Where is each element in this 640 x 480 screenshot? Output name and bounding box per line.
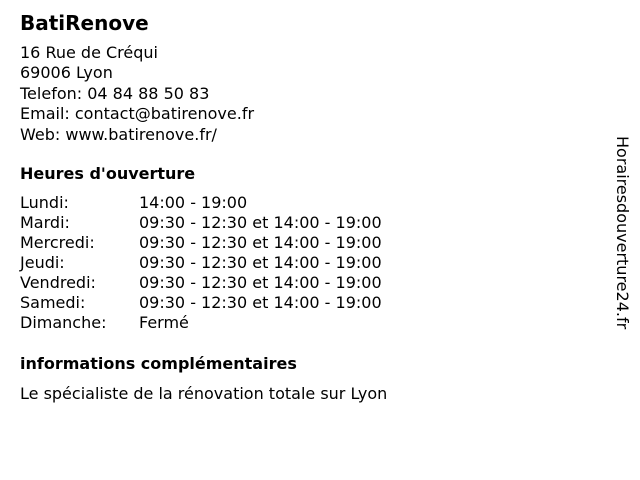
hours-row-mardi [20, 213, 382, 233]
hours-day: Mardi: [20, 213, 70, 232]
opening-hours-heading: Heures d'ouverture [20, 164, 196, 183]
hours-day: Lundi: [20, 193, 69, 212]
hours-row-samedi [20, 293, 382, 313]
address-street: 16 Rue de Créqui [20, 43, 158, 62]
opening-hours-table [20, 193, 382, 333]
hours-time: 09:30 - 12:30 et 14:00 - 19:00 [139, 273, 382, 292]
hours-time: 14:00 - 19:00 [139, 193, 248, 212]
hours-time: 09:30 - 12:30 et 14:00 - 19:00 [139, 253, 382, 272]
additional-info-text: Le spécialiste de la rénovation totale sur Lyon [20, 384, 388, 403]
hours-day: Mercredi: [20, 233, 95, 252]
contact-block [20, 43, 254, 145]
phone-line: Telefon: 04 84 88 50 83 [20, 83, 210, 103]
hours-time: 09:30 - 12:30 et 14:00 - 19:00 [139, 213, 382, 232]
hours-time: 09:30 - 12:30 et 14:00 - 19:00 [139, 233, 382, 252]
hours-row-jeudi [20, 253, 382, 273]
web-line: Web: www.batirenove.fr/ [20, 124, 217, 144]
hours-row-dimanche [20, 313, 382, 333]
hours-day: Jeudi: [20, 253, 65, 272]
hours-day: Vendredi: [20, 273, 96, 292]
hours-row-vendredi [20, 273, 382, 293]
email-line: Email: contact@batirenove.fr [20, 104, 255, 124]
hours-time: Fermé [139, 313, 189, 332]
additional-info-heading: informations complémentaires [20, 354, 297, 373]
business-name: BatiRenove [20, 11, 149, 35]
address-city: 69006 Lyon [20, 63, 113, 83]
side-brand-watermark: Horairesdouverture24.fr [613, 136, 632, 330]
hours-day: Dimanche: [20, 313, 107, 332]
hours-day: Samedi: [20, 293, 86, 312]
hours-row-mercredi [20, 233, 382, 253]
hours-time: 09:30 - 12:30 et 14:00 - 19:00 [139, 293, 382, 312]
hours-row-lundi [20, 193, 382, 213]
